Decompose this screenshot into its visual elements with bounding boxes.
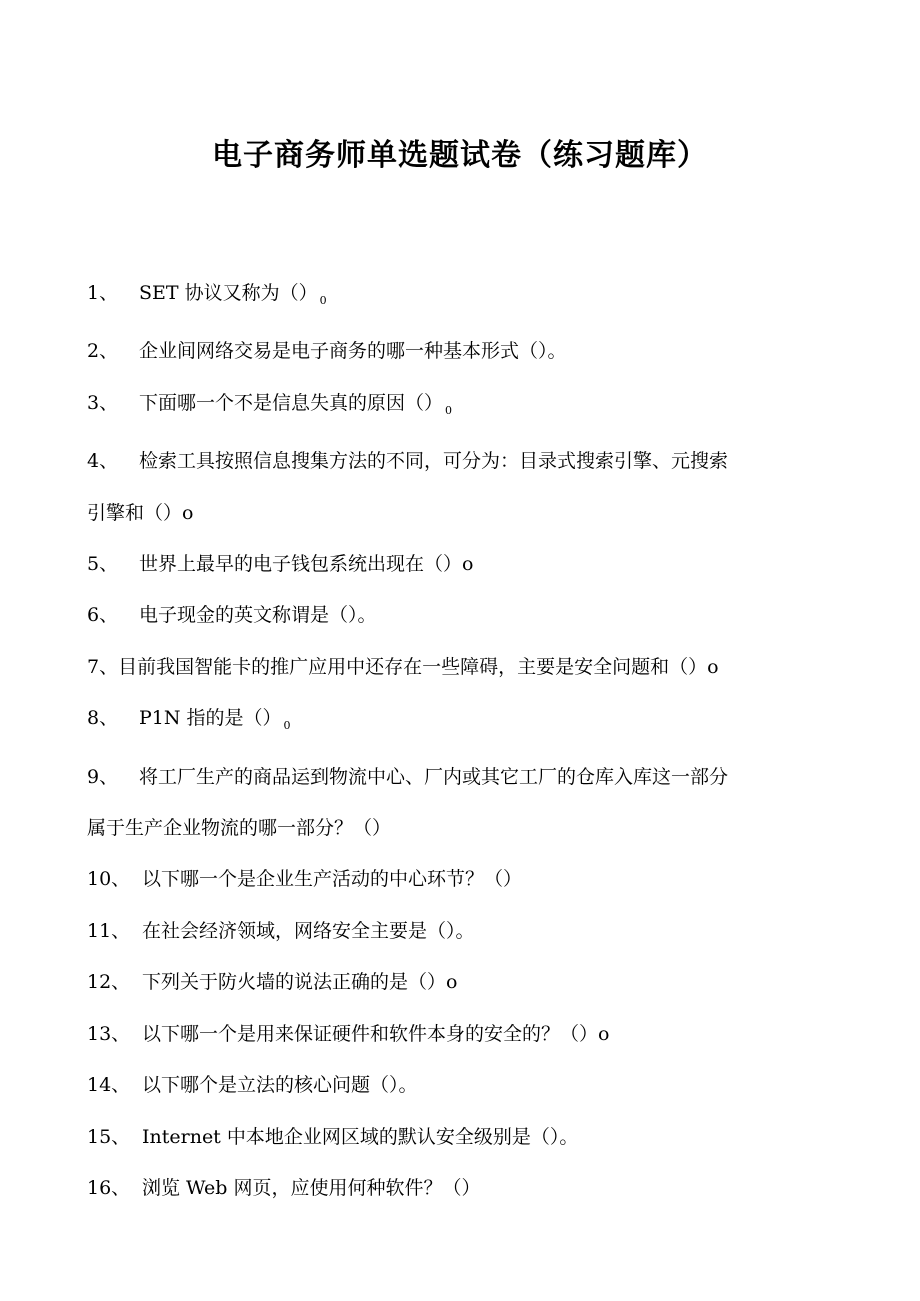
question-number: 11、 [87,919,131,942]
question-item [87,268,827,326]
question-item [87,1009,827,1060]
question-text: 在社会经济领域，网络安全主要是（）。 [142,919,475,942]
question-item [87,854,827,905]
question-text: 下面哪一个不是信息失真的原因（） [139,391,444,414]
question-number: 3、 [87,391,119,414]
question-item [87,1060,827,1111]
question-number: 10、 [87,868,131,891]
question-text: 企业间网络交易是电子商务的哪一种基本形式（）。 [139,340,567,363]
question-text: 世界上最早的电子钱包系统出现在（）o [139,553,474,576]
question-number: 4、 [87,450,119,473]
question-text-continued: 引擎和（）o [87,501,194,524]
question-text: SET 协议又称为（） [139,282,318,304]
question-item [87,1163,827,1214]
question-item [87,539,827,590]
question-item [87,693,827,751]
question-item [87,1112,827,1163]
question-item [87,378,827,436]
question-continuation [87,803,827,854]
question-number: 12、 [87,971,131,994]
question-item [87,752,827,803]
question-number: 15、 [87,1125,131,1148]
question-suffix: 0 [319,294,327,307]
question-item [87,906,827,957]
question-number: 13、 [87,1022,131,1045]
question-text: 以下哪个是立法的核心问题（）。 [142,1074,418,1097]
question-continuation [87,488,827,539]
question-suffix: 0 [445,403,453,417]
question-number: 7、 [87,655,119,678]
question-suffix: 0 [283,719,291,733]
question-number: 5、 [87,553,119,576]
question-item [87,326,827,377]
question-text: 下列关于防火墙的说法正确的是（）o [142,971,458,994]
question-text: Internet 中本地企业网区域的默认安全级别是（）。 [142,1125,579,1148]
question-number: 6、 [87,604,119,627]
question-number: 16、 [87,1176,131,1199]
question-text-continued: 属于生产企业物流的哪一部分？（） [87,817,392,840]
question-item [87,642,827,693]
question-text: 以下哪一个是用来保证硬件和软件本身的安全的？（）o [142,1022,610,1045]
question-text: 电子现金的英文称谓是（）。 [139,604,377,627]
question-number: 1、 [87,282,119,304]
question-list [87,268,827,1214]
question-text: 以下哪一个是企业生产活动的中心环节？（） [142,868,523,891]
question-item [87,590,827,641]
question-text: 将工厂生产的商品运到物流中心、厂内或其它工厂的仓库入库这一部分 [139,765,729,788]
question-number: 2、 [87,340,119,363]
question-text: 检索工具按照信息搜集方法的不同，可分为：目录式搜索引擎、元搜索 [139,450,729,473]
question-number: 14、 [87,1074,131,1097]
question-item [87,957,827,1008]
question-text: P1N 指的是（） [139,707,282,730]
question-item [87,436,827,487]
question-text: 目前我国智能卡的推广应用中还存在一些障碍，主要是安全问题和（）o [118,655,719,678]
question-number: 9、 [87,765,119,788]
page-title: 电子商务师单选题试卷（练习题库） [212,138,708,173]
question-text: 浏览 Web 网页，应使用何种软件？（） [142,1176,481,1199]
question-number: 8、 [87,707,119,730]
